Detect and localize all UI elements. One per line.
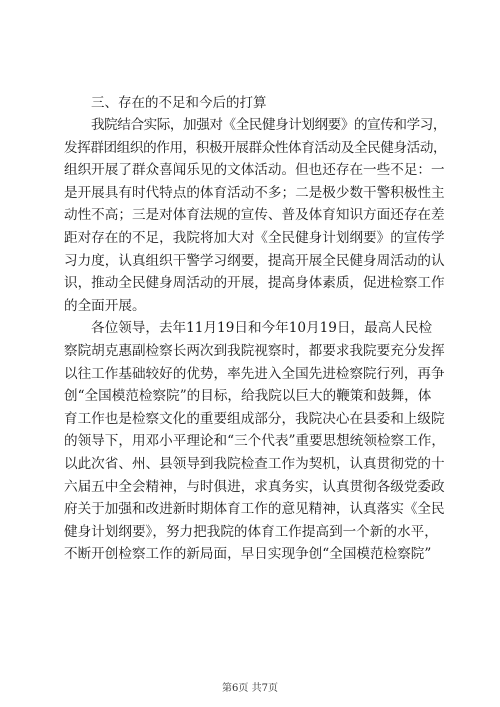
paragraph-1	[64, 114, 446, 317]
paragraph-line: 健身计划纲要》，努力把我院的体育工作提高到一个新的水平，	[64, 523, 438, 540]
page-number-footer: 第6页 共7页	[222, 683, 278, 694]
paragraph-line: 各位领导，去年11月19日和今年10月19日，最高人民检	[91, 320, 433, 337]
paragraph-line: 育工作也是检察文化的重要组成部分，我院决心在县委和上级院	[64, 410, 445, 427]
paragraph-line: 距对存在的不足，我院将加大对《全民健身计划纲要》的宣传学	[64, 229, 445, 246]
paragraph-line: 我院结合实际，加强对《全民健身计划纲要》的宣传和学习，	[91, 117, 446, 133]
section-heading: 三、存在的不足和今后的打算	[91, 95, 267, 111]
paragraph-2	[64, 317, 446, 566]
paragraph-line: 发挥群团组织的作用，积极开展群众性体育活动及全民健身活动，	[64, 139, 446, 156]
paragraph-line: 察院胡克惠副检察长两次到我院视察时，都要求我院要充分发挥	[64, 342, 445, 359]
paragraph-line: 识，推动全民健身周活动的开展，提高身体素质，促进检察工作	[64, 275, 445, 292]
paragraph-line: 的领导下，用邓小平理论和“三个代表”重要思想统领检察工作，	[64, 433, 445, 450]
paragraph-line: 组织开展了群众喜闻乐见的文体活动。但也还存在一些不足：一	[64, 162, 445, 179]
paragraph-line: 以往工作基础较好的优势，率先进入全国先进检察院行列，再争	[64, 365, 445, 382]
paragraph-line: 以此次省、州、县领导到我院检查工作为契机，认真贯彻党的十	[64, 455, 445, 472]
paragraph-line: 不断开创检察工作的新局面，早日实现争创“全国模范检察院”	[64, 546, 432, 563]
document-body	[64, 93, 446, 566]
paragraph-line: 习力度，认真组织干警学习纲要，提高开展全民健身周活动的认	[64, 252, 445, 269]
paragraph-line: 动性不高；三是对体育法规的宣传、普及体育知识方面还存在差	[64, 207, 445, 224]
paragraph-line: 府关于加强和改进新时期体育工作的意见精神，认真落实《全民	[64, 501, 445, 518]
paragraph-line: 的全面开展。	[64, 297, 146, 314]
paragraph-line: 六届五中全会精神，与时俱进，求真务实，认真贯彻各级党委政	[64, 478, 445, 495]
paragraph-line: 是开展具有时代特点的体育活动不多；二是极少数干警积极性主	[64, 184, 445, 201]
paragraph-line: 创“全国模范检察院”的目标，给我院以巨大的鞭策和鼓舞，体	[64, 388, 432, 405]
